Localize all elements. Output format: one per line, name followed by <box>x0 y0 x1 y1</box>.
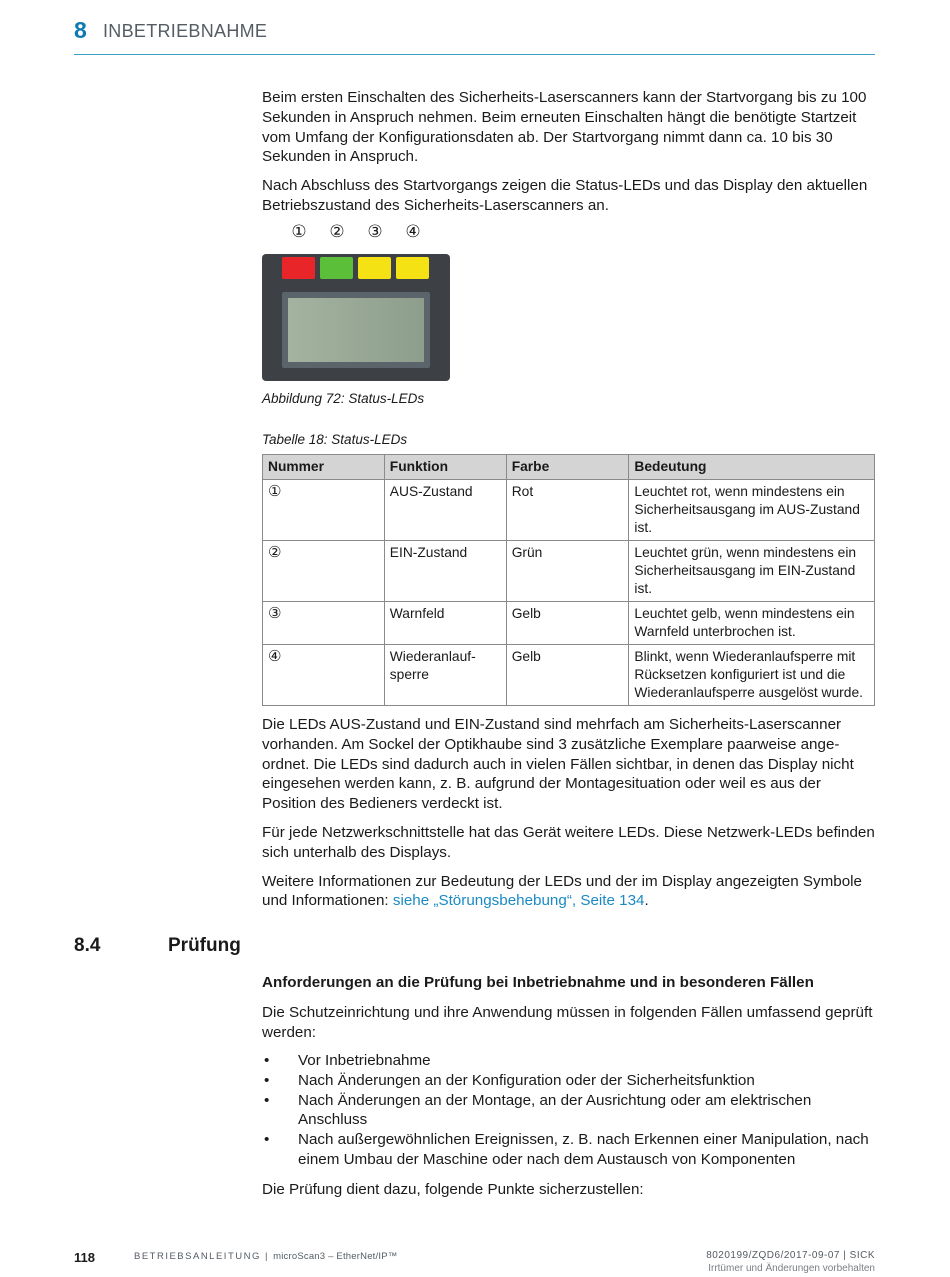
footer-doc-type: BETRIEBSANLEITUNG <box>134 1251 261 1262</box>
table-header-row <box>263 455 875 480</box>
test-intro <box>262 1003 875 1043</box>
figure-caption: Abbildung 72: Status-LEDs <box>262 391 425 406</box>
led-yellow-2 <box>396 257 429 279</box>
paragraph-startup-time: Beim ersten Einschalten des Sicherheits-Laserscanners kann der Startvorgang bis zu 100 Sekunden in Anspruch nehmen. Beim erneuten Einschalten hängt die benötigte Startzeit vom Umfang der Konfigurationsdaten ab. Der Startvorgang nimmt dann ca. 10 bis 30 Sekunden in Anspruch. <box>262 89 867 166</box>
test-cases-list <box>262 1051 875 1170</box>
cell-function: AUS-Zustand <box>384 480 506 541</box>
cell-color: Gelb <box>506 602 629 645</box>
header-farbe: Farbe <box>506 455 629 480</box>
header-bedeutung: Bedeutung <box>629 455 875 480</box>
paragraph-test-purpose: Die Prüfung dient dazu, folgende Punkte sicherzustellen: <box>262 1181 644 1198</box>
list-item: • Vor Inbetriebnahme <box>262 1051 875 1071</box>
cell-number: ③ <box>263 602 385 645</box>
cell-meaning: Leuchtet gelb, wenn mindestens ein Warnfeld unterbrochen ist. <box>629 602 875 645</box>
paragraph-status-display: Nach Abschluss des Startvorgangs zeigen die Status-LEDs und das Display den aktuellen Betriebszustand des Sicherheits-Laserscanners an. <box>262 177 868 214</box>
cell-color: Gelb <box>506 645 629 706</box>
paragraph-network-leds: Für jede Netzwerkschnittstelle hat das Gerät weitere LEDs. Diese Netzwerk-LEDs befinden sich unterhalb des Displays. <box>262 823 875 861</box>
cell-number: ① <box>263 480 385 541</box>
section-number: 8.4 <box>74 935 101 956</box>
cell-color: Grün <box>506 541 629 602</box>
paragraph-more-info <box>262 872 875 912</box>
cell-color: Rot <box>506 480 629 541</box>
header-nummer: Nummer <box>263 455 385 480</box>
footer-separator: | <box>260 1251 274 1262</box>
led-red <box>282 257 315 279</box>
paragraph-test-cases: Die Schutzeinrichtung und ihre Anwendung müssen in folgenden Fällen umfassend geprüft werden: <box>262 1004 873 1041</box>
paragraph-led-multiple: Die LEDs AUS-Zustand und EIN-Zustand sind mehrfach am Sicherheits-Laserscanner vorhanden. Am Sockel der Optikhaube sind 3 zusätzliche Exemplare paarweise angeordnet. Die LEDs sind dadurch auch in vielen Fällen sichtbar, in denen das Display nicht eingesehen werden kann, z. B. aufgrund der Montagesituation oder weil es aus der Position des Bedieners verdeckt ist. <box>262 716 854 813</box>
footer-document-id: 8020199/ZQD6/2017-09-07 | SICK <box>706 1250 875 1261</box>
table-row <box>263 480 875 541</box>
table-row <box>263 602 875 645</box>
led-notes <box>262 715 875 911</box>
chapter-number: 8 <box>74 17 87 43</box>
table-row <box>263 645 875 706</box>
list-item: • Nach Änderungen an der Konfiguration oder der Sicherheitsfunktion <box>262 1071 875 1091</box>
cell-number: ② <box>263 541 385 602</box>
led-green <box>320 257 353 279</box>
cell-meaning: Leuchtet grün, wenn mindestens ein Sicherheitsausgang im EIN-Zustand ist. <box>629 541 875 602</box>
display-frame <box>282 292 430 368</box>
footer-product: microScan3 – EtherNet/IP™ <box>273 1251 398 1262</box>
cell-function: EIN-Zustand <box>384 541 506 602</box>
cell-meaning: Blinkt, wenn Wiederanlaufsperre mit Rücksetzen konfiguriert ist und die Wiederanlaufsperre ausgelöst wurde. <box>629 645 875 706</box>
section-subheading: Anforderungen an die Prüfung bei Inbetriebnahme und in besonderen Fällen <box>262 974 814 991</box>
table-row <box>263 541 875 602</box>
cell-function: Warnfeld <box>384 602 506 645</box>
cell-meaning: Leuchtet rot, wenn mindestens ein Sicherheitsausgang im AUS-Zustand ist. <box>629 480 875 541</box>
page-number: 118 <box>74 1250 95 1265</box>
status-led-table <box>262 454 875 706</box>
footer-document-title <box>134 1251 397 1262</box>
test-purpose <box>262 1180 875 1200</box>
led-label-3: ③ <box>367 222 383 241</box>
chapter-title: INBETRIEBNAHME <box>103 21 268 41</box>
led-yellow-1 <box>358 257 391 279</box>
more-info-text: Weitere Informationen zur Bedeutung der LEDs und der im Display angezeigten Symbole und Informationen: <box>262 872 862 910</box>
intro-text <box>262 88 875 216</box>
list-item: • Nach außergewöhnlichen Ereignissen, z. B. nach Erkennen einer Manipulation, nach einem Umbau der Maschine oder nach dem Austausch von Komponenten <box>262 1130 875 1170</box>
led-label-1: ① <box>291 222 307 241</box>
header-funktion: Funktion <box>384 455 506 480</box>
cell-function: Wiederanlaufsperre <box>384 645 506 706</box>
table-caption: Tabelle 18: Status-LEDs <box>262 432 408 447</box>
status-led-figure <box>262 222 452 382</box>
section-title: Prüfung <box>168 935 241 956</box>
cell-number: ④ <box>263 645 385 706</box>
led-label-2: ② <box>329 222 345 241</box>
footer-disclaimer: Irrtümer und Änderungen vorbehalten <box>708 1263 875 1274</box>
scanner-display-panel <box>262 254 450 381</box>
led-label-4: ④ <box>405 222 421 241</box>
list-item: • Nach Änderungen an der Montage, an der Ausrichtung oder am elektrischen Anschluss <box>262 1091 875 1131</box>
page-header <box>74 14 875 55</box>
troubleshooting-link[interactable]: siehe „Störungsbehebung“, Seite 134 <box>392 892 645 910</box>
display-screen <box>288 298 424 362</box>
more-info-end: . <box>644 892 649 910</box>
